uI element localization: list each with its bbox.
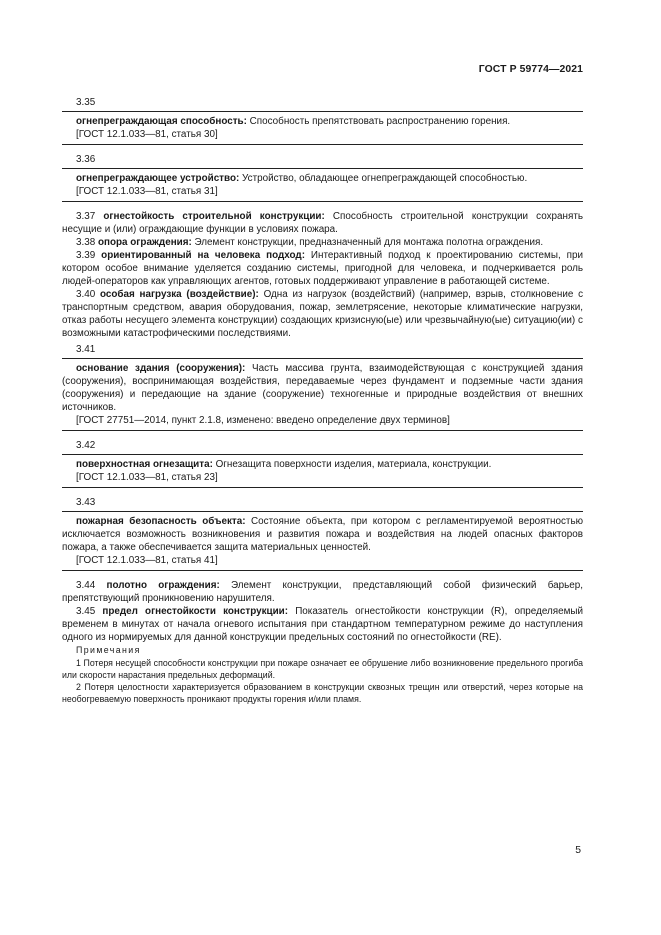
term: пожарная безопасность объекта:	[76, 516, 246, 527]
term: огнепреграждающая способность:	[76, 116, 247, 127]
note-item: 2 Потеря целостности характеризуется образованием в конструкции сквозных трещин или отверстий, через которые на необогреваемую поверхность проникают продукты горения и/или пламя.	[62, 682, 583, 704]
definition-paragraph	[62, 579, 583, 605]
definition: Интерактивный подход к проектированию системы, при котором особое внимание уделяется созданию системы, пригодной для человека, и подчеркивается роль людей-операторов как управляющих агентов, готовых поддерживают управление в работающей системе.	[62, 250, 583, 287]
section-number: 3.35	[76, 97, 96, 108]
definition-text	[62, 115, 583, 128]
definition: Одна из нагрузок (воздействий) (например, взрыв, столкновение с транспортным средством, авария оборудования, пожар, землетрясение, некоторые климатические нагрузки, отказ работы несущего элемента конструкции) создающих кризисную(ые) или чрезвычайную(ые) ситуацию(ии) с возможными катастрофическими последствиями.	[62, 289, 584, 339]
definition-paragraph	[62, 236, 583, 249]
source-reference: [ГОСТ 27751—2014, пункт 2.1.8, изменено: введено определение двух терминов]	[76, 415, 450, 426]
section-number: 3.44	[76, 580, 107, 591]
section-number: 3.40	[76, 289, 100, 300]
definition-paragraph	[62, 605, 583, 644]
definition-paragraph	[62, 210, 583, 236]
term: ориентированный на человека подход:	[101, 250, 305, 261]
definition-text	[62, 458, 583, 471]
definition: Состояние объекта, при котором с регламентируемой вероятностью исключается возможность возникновения и развития пожара и воздействия на людей опасных факторов пожара, а также обеспечивается защита материальных ценностей.	[62, 516, 583, 553]
document-code: ГОСТ Р 59774—2021	[478, 64, 583, 75]
term: особая нагрузка (воздействие):	[99, 289, 259, 300]
definition: Способность строительной конструкции сохранять несущие и (или) ограждающие функции в условиях пожара.	[62, 211, 583, 235]
section-number: 3.41	[76, 344, 96, 355]
definition: Элемент конструкции, предназначенный для монтажа полотна ограждения.	[191, 237, 544, 248]
term: опора ограждения:	[97, 237, 192, 248]
definition-text	[62, 362, 583, 414]
definition-text	[62, 172, 583, 185]
definition-paragraph	[62, 288, 583, 340]
definition-box	[62, 168, 583, 202]
definition-text	[62, 515, 583, 554]
section-number: 3.45	[76, 606, 103, 617]
page-content	[62, 93, 583, 705]
term: основание здания (сооружения):	[76, 363, 246, 374]
term: огнепреграждающее устройство:	[76, 173, 240, 184]
section-number: 3.37	[76, 211, 104, 222]
section-number: 3.43	[76, 497, 96, 508]
definition: Показатель огнестойкости конструкции (R), определяемый временем в минутах от начала огневого испытания при стандартном температурном режиме до наступления одного из нормируемых для данной конструкции предельных состояний по огнестойкости (RE).	[62, 606, 583, 643]
definition: Устройство, обладающее огнепреграждающей способностью.	[239, 173, 528, 184]
definition-box	[62, 511, 583, 571]
definition: Часть массива грунта, взаимодействующая с конструкцией здания (сооружения), воспринимающая воздействия, передаваемые через фундамент и подземные части здания (сооружения) и передающие на здание (сооружение) техногенные и природные воздействия от внешних источников.	[62, 363, 583, 413]
page-number: 5	[575, 845, 581, 856]
notes-heading: Примечания	[76, 645, 141, 655]
definition-box	[62, 358, 583, 431]
definition-box	[62, 111, 583, 145]
source-reference: [ГОСТ 12.1.033—81, статья 30]	[76, 129, 218, 140]
source-reference: [ГОСТ 12.1.033—81, статья 41]	[76, 555, 218, 566]
section-number: 3.36	[76, 154, 96, 165]
definition: Способность препятствовать распространению горения.	[246, 116, 511, 127]
section-number: 3.39	[76, 250, 102, 261]
definition-paragraph	[62, 249, 583, 288]
definition: Элемент конструкции, представляющий собой физический барьер, препятствующий проникновению нарушителя.	[62, 580, 583, 604]
source-reference: [ГОСТ 12.1.033—81, статья 23]	[76, 472, 218, 483]
section-number: 3.42	[76, 440, 96, 451]
section-number: 3.38	[76, 237, 98, 248]
definition-box	[62, 454, 583, 488]
definition: Огнезащита поверхности изделия, материала, конструкции.	[212, 459, 492, 470]
note-item: 1 Потеря несущей способности конструкции при пожаре означает ее обрушение либо возникновение предельного прогиба или скорости нарастания предельных деформаций.	[62, 658, 583, 680]
term: огнестойкость строительной конструкции:	[103, 211, 325, 222]
source-reference: [ГОСТ 12.1.033—81, статья 31]	[76, 186, 218, 197]
term: предел огнестойкости конструкции:	[102, 606, 289, 617]
term: полотно ограждения:	[106, 580, 220, 591]
term: поверхностная огнезащита:	[76, 459, 213, 470]
